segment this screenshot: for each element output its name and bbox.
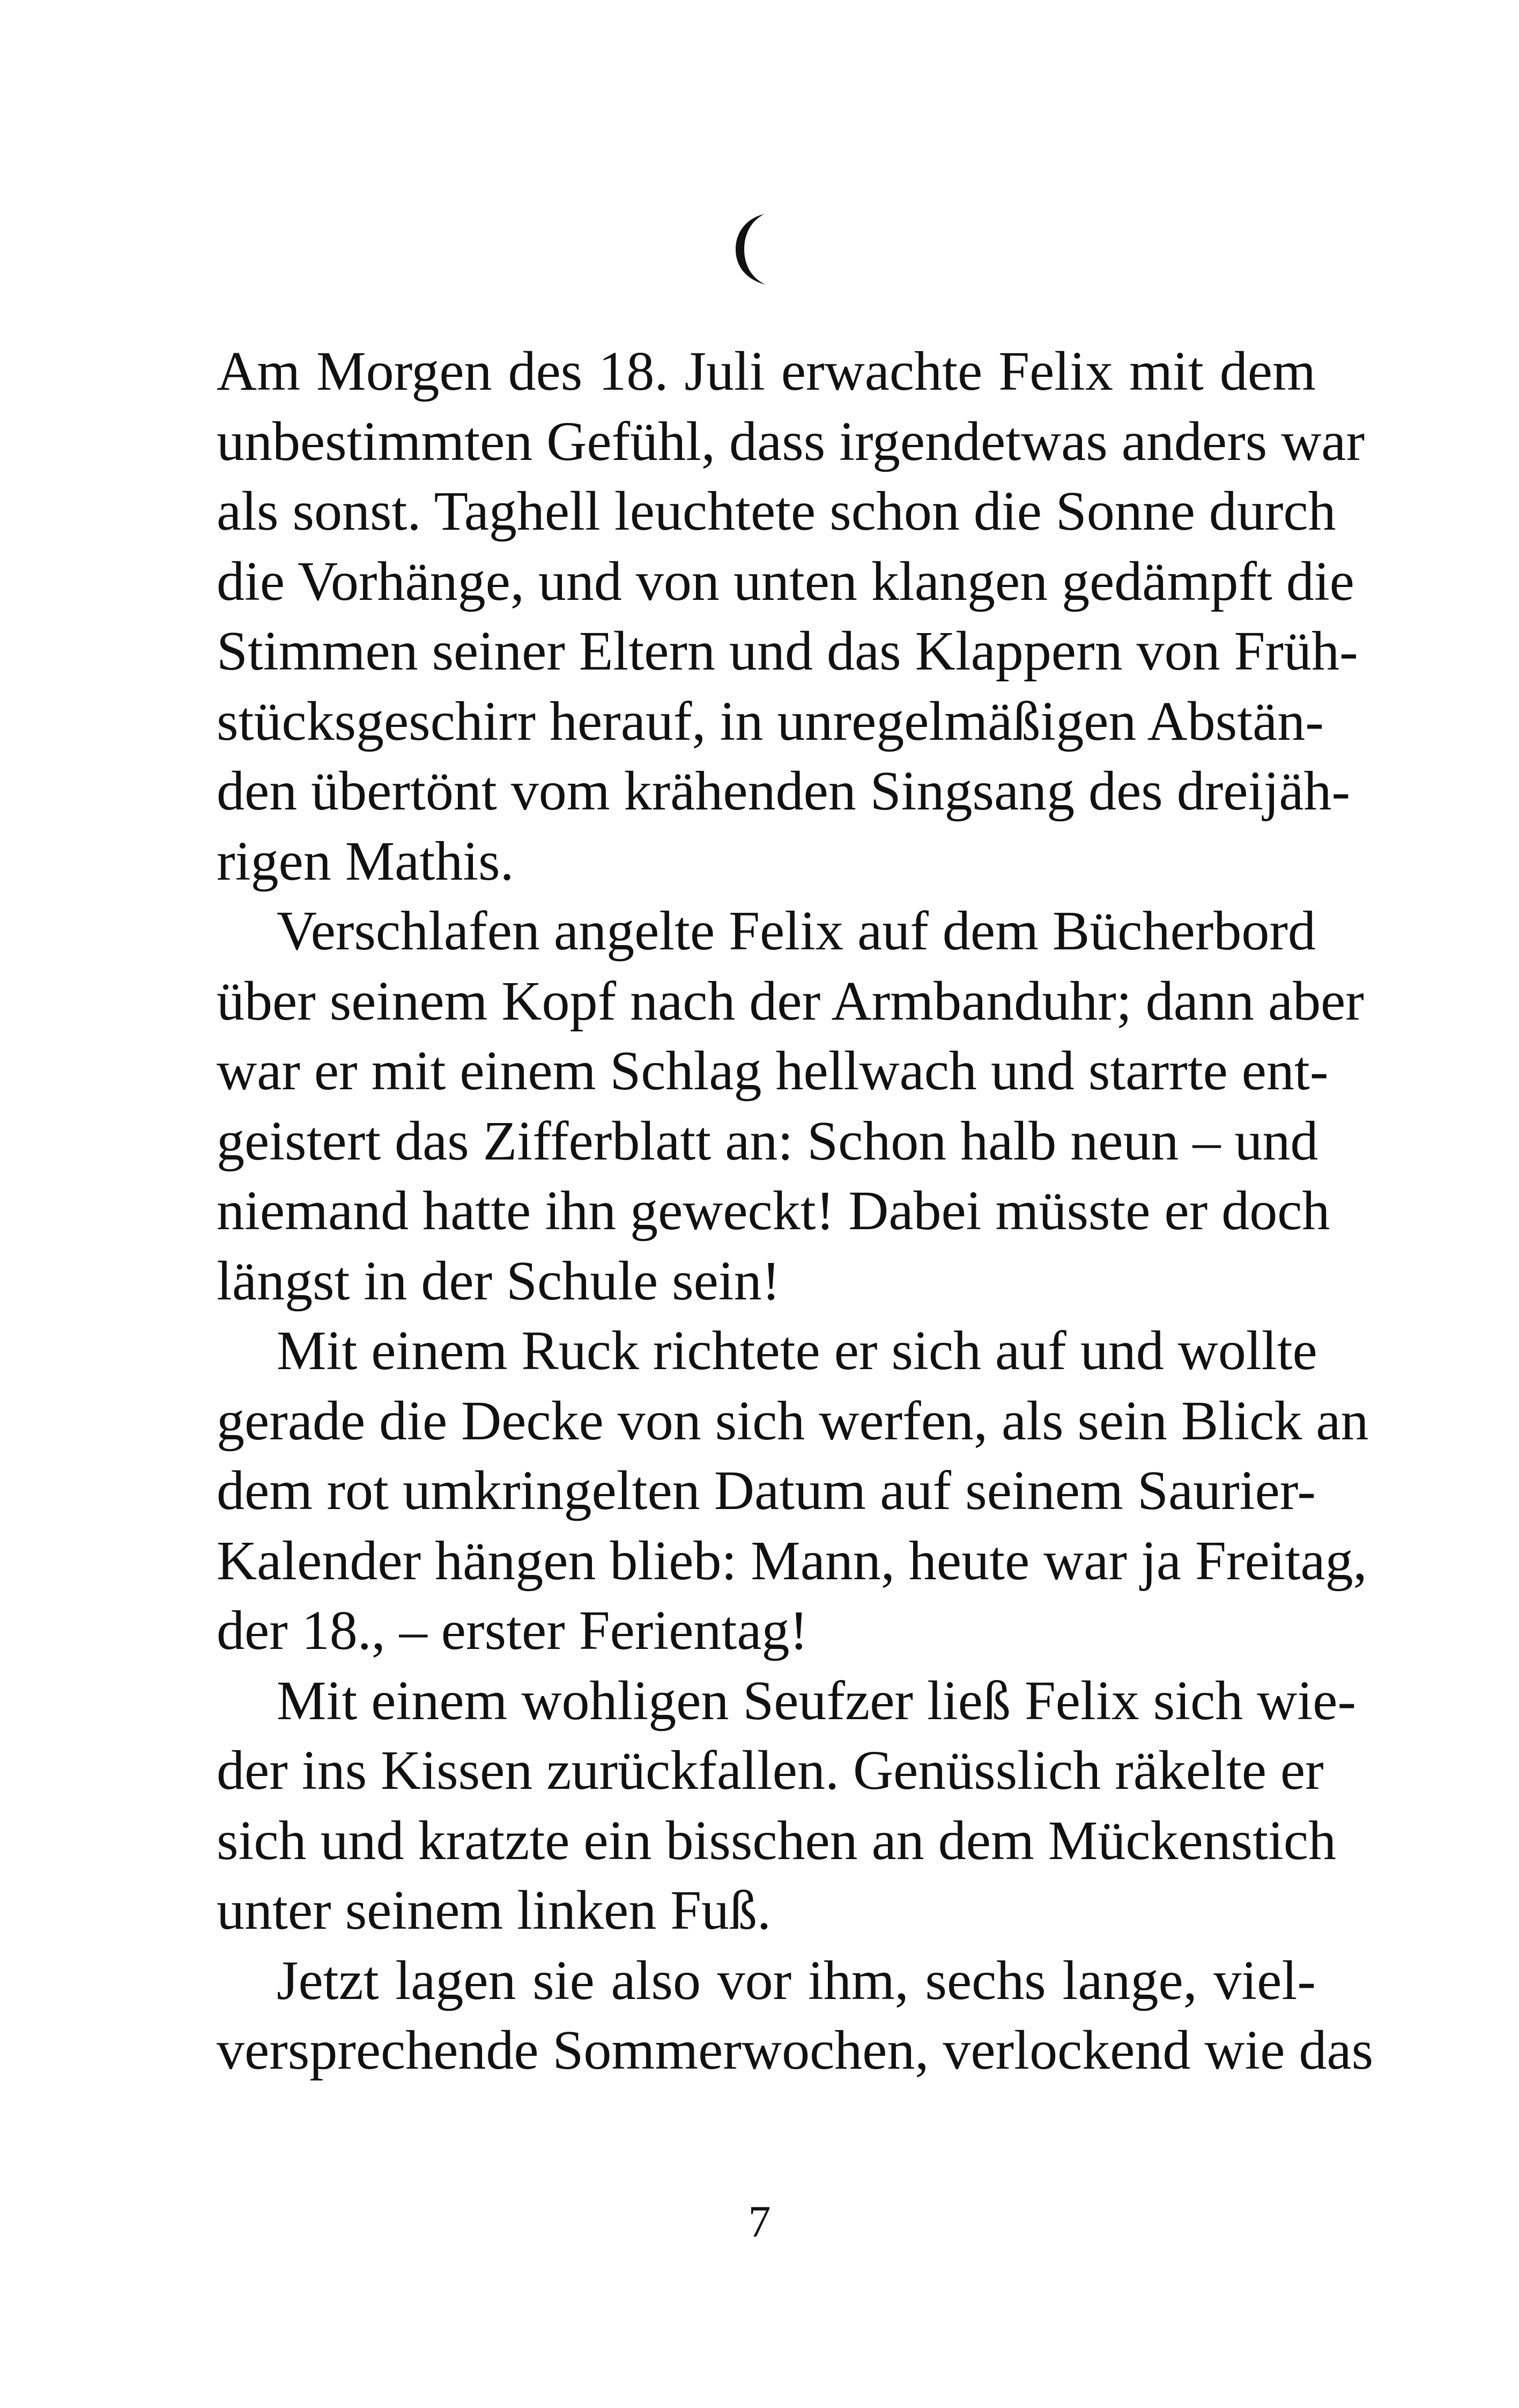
text-line: Mit einem Ruck richtete er sich auf und wollte <box>277 1320 1317 1381</box>
text-line: der ins Kissen zurückfallen. Genüsslich räkelte er <box>217 1740 1324 1801</box>
paragraph-4 <box>217 1666 1357 1946</box>
page-number: 7 <box>748 2197 771 2247</box>
paragraph-1 <box>217 337 1365 896</box>
text-line: längst in der Schule sein! <box>217 1250 781 1312</box>
text-line: stücksgeschirr herauf, in unregelmäßigen Abstän- <box>217 690 1324 752</box>
paragraph-2 <box>217 896 1364 1316</box>
crescent-moon-icon <box>731 212 785 287</box>
text-line: niemand hatte ihn geweckt! Dabei müsste er doch <box>217 1180 1330 1242</box>
text-line: gerade die Decke von sich werfen, als sein Blick an <box>217 1389 1369 1452</box>
text-line: den übertönt vom krähenden Singsang des dreijäh- <box>217 760 1351 822</box>
text-line: Am Morgen des 18. Juli erwachte Felix mit dem <box>217 340 1316 402</box>
body-text <box>217 337 1374 2086</box>
text-line: Jetzt lagen sie also vor ihm, sechs lange, viel- <box>277 1949 1316 2011</box>
text-line: Stimmen seiner Eltern und das Klappern von Früh- <box>217 620 1358 682</box>
paragraph-5 <box>217 1946 1374 2086</box>
text-line: dem rot umkringelten Datum auf seinem Saurier- <box>217 1460 1316 1521</box>
text-line: der 18., – erster Ferientag! <box>217 1600 809 1661</box>
text-line: rigen Mathis. <box>217 830 514 892</box>
paragraph-3 <box>217 1316 1369 1666</box>
text-line: die Vorhänge, und von unten klangen gedämpft die <box>217 550 1354 612</box>
text-line: unbestimmten Gefühl, dass irgendetwas anders war <box>217 410 1365 472</box>
text-line: versprechende Sommerwochen, verlockend wie das <box>217 2019 1374 2081</box>
text-line: war er mit einem Schlag hellwach und starrte ent- <box>217 1040 1329 1102</box>
text-line: über seinem Kopf nach der Armbanduhr; dann aber <box>217 970 1364 1032</box>
text-line: sich und kratzte ein bisschen an dem Mückenstich <box>217 1809 1337 1871</box>
text-line: Verschlafen angelte Felix auf dem Bücherbord <box>277 900 1316 962</box>
text-line: geistert das Zifferblatt an: Schon halb neun – und <box>217 1110 1318 1172</box>
text-line: Mit einem wohligen Seufzer ließ Felix sich wie- <box>277 1669 1357 1731</box>
text-line: unter seinem linken Fuß. <box>217 1879 772 1941</box>
text-line: Kalender hängen blieb: Mann, heute war ja Freitag, <box>217 1529 1367 1592</box>
text-line: als sonst. Taghell leuchtete schon die Sonne durch <box>217 480 1336 542</box>
crescent-moon-shape <box>736 214 766 285</box>
